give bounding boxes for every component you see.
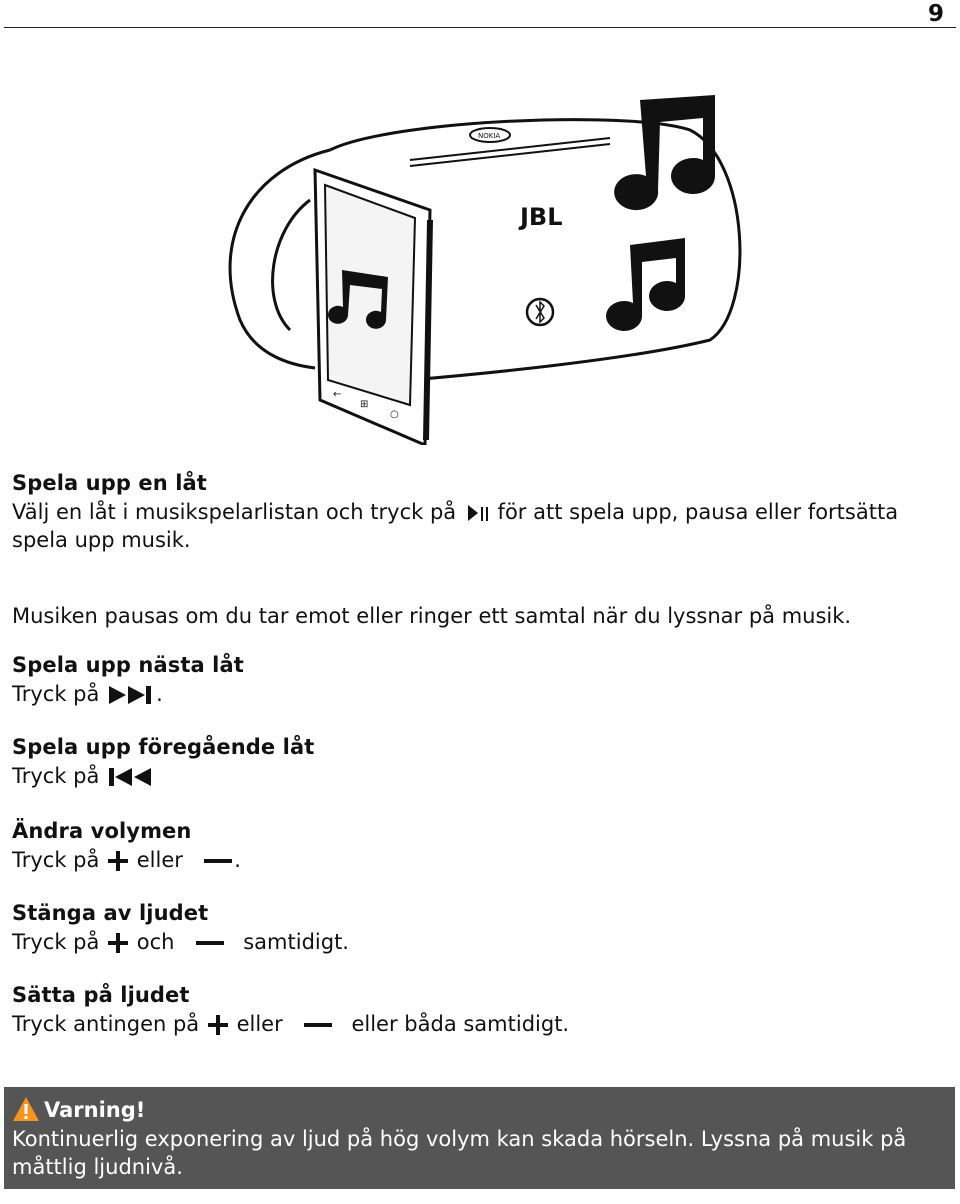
section-heading: Spela upp föregående låt (12, 735, 315, 759)
phone-illustration (315, 170, 430, 445)
section-heading: Sätta på ljudet (12, 983, 190, 1007)
section-text (12, 680, 952, 708)
text-after: samtidigt. (243, 930, 349, 954)
section-text-line2: spela upp musik. (12, 528, 191, 552)
plus-icon (106, 931, 130, 955)
text-after: . (156, 682, 163, 706)
speaker-logo: NOKIA (478, 132, 501, 140)
section-next (12, 650, 952, 708)
next-track-icon (106, 683, 156, 707)
svg-text:⊞: ⊞ (360, 399, 369, 410)
text-before: Välj en låt i musikspelarlistan och tryck på (12, 500, 457, 524)
minus-icon (302, 1013, 334, 1037)
svg-text:←: ← (333, 389, 342, 400)
section-mute (12, 898, 952, 956)
text-mid: och (136, 930, 175, 954)
text-before: Tryck på (12, 848, 100, 872)
music-note-icon (606, 95, 715, 331)
text-mid: eller (136, 848, 183, 872)
svg-text:○: ○ (390, 409, 399, 420)
warning-box (4, 1087, 955, 1189)
minus-icon (194, 931, 226, 955)
top-rule (4, 27, 956, 28)
section-text (12, 928, 952, 956)
warning-title-text: Varning! (44, 1098, 146, 1122)
section-heading: Spela upp en låt (12, 471, 207, 495)
play-pause-icon (463, 502, 491, 524)
section-volume (12, 816, 952, 874)
section-text (12, 1010, 952, 1038)
text-after: . (234, 848, 241, 872)
section-play (12, 468, 952, 554)
plus-icon (206, 1013, 230, 1037)
section-unmute (12, 980, 952, 1038)
page-number: 9 (927, 1, 944, 27)
text-after: för att spela upp, pausa eller fortsätta (497, 500, 899, 524)
section-text (12, 846, 952, 874)
section-heading: Spela upp nästa låt (12, 653, 244, 677)
text-before: Tryck på (12, 930, 100, 954)
minus-icon (202, 849, 234, 873)
section-text (12, 498, 952, 526)
text-after: eller båda samtidigt. (351, 1012, 570, 1036)
text-before: Tryck på (12, 764, 100, 788)
note-text: Musiken pausas om du tar emot eller ringer ett samtal när du lyssnar på musik. (12, 604, 852, 628)
warning-text: Kontinuerlig exponering av ljud på hög volym kan skada hörseln. Lyssna på musik på måttlig ljudnivå. (12, 1127, 907, 1179)
jbl-logo: JBL (520, 203, 563, 231)
section-heading: Ändra volymen (12, 819, 192, 843)
text-before: Tryck antingen på (12, 1012, 200, 1036)
warning-title (12, 1095, 145, 1125)
section-heading: Stänga av ljudet (12, 901, 209, 925)
warning-triangle-icon (12, 1096, 40, 1122)
plus-icon (106, 849, 130, 873)
play-note (12, 602, 952, 630)
speaker-dock-illustration (210, 90, 750, 445)
text-before: Tryck på (12, 682, 100, 706)
bluetooth-icon (527, 299, 553, 325)
section-text (12, 762, 952, 790)
previous-track-icon (106, 765, 156, 789)
text-mid: eller (236, 1012, 283, 1036)
section-previous (12, 732, 952, 790)
